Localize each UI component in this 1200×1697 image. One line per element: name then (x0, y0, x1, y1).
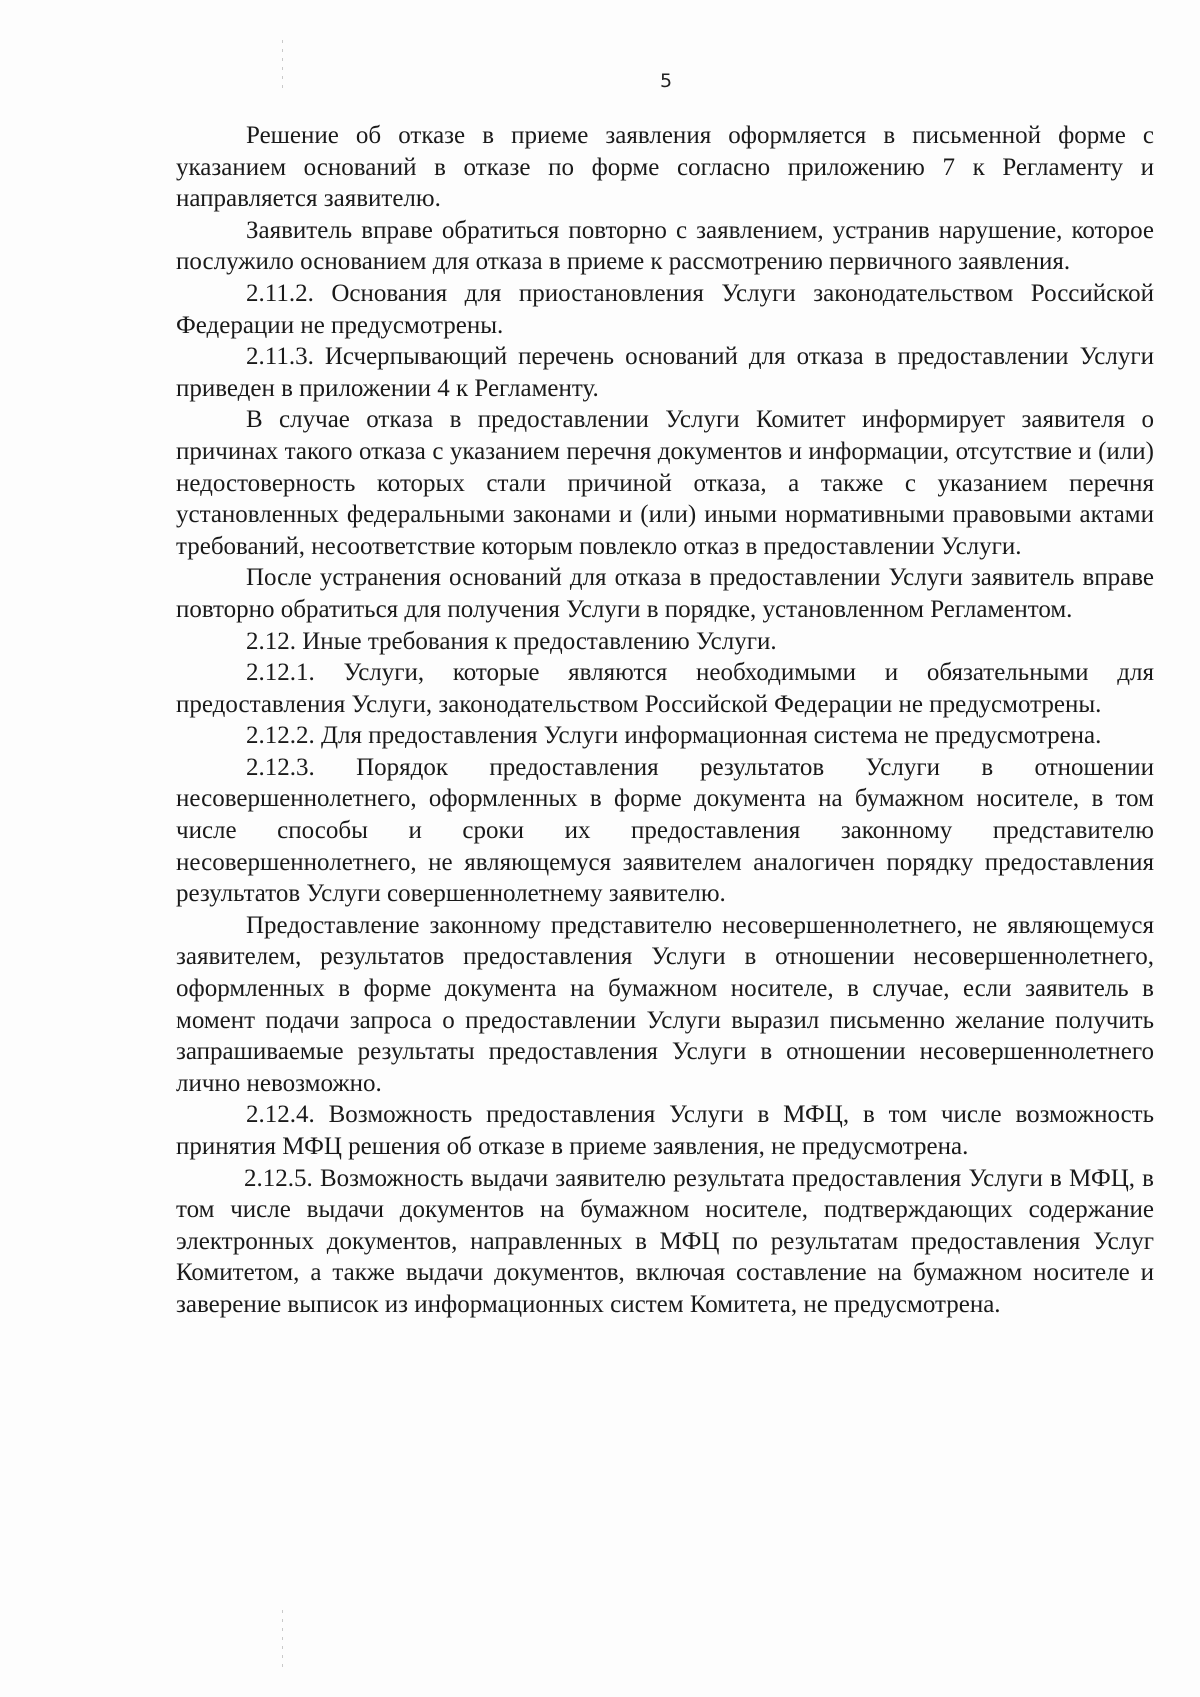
paragraph-after-elimination: После устранения оснований для отказа в предоставлении Услуги заявитель вправе повторно обратиться для получения Услуги в порядке, установленном Регламентом. (176, 564, 1154, 623)
paragraph-2-11-2: 2.11.2. Основания для приостановления Услуги законодательством Российской Федерации не предусмотрены. (176, 279, 1154, 339)
paragraph-2-12-1: 2.12.1. Услуги, которые являются необходимыми и обязательными для предоставления Услуги, законодательством Российской Федерации не предусмотрены. (176, 659, 1154, 718)
paragraph-2-12-5: 2.12.5. Возможность выдачи заявителю результата предоставления Услуги в МФЦ, в том числе выдачи документов на бумажном носителе, подтверждающих содержание электронных документов, направленных в МФЦ по результатам предоставления Услуг Комитетом, а также выдачи документов, включая составление на бумажном носителе и заверение выписок из информационных систем Комитета, не предусмотрена. (176, 1164, 1154, 1318)
paragraph-2-12-2: 2.12.2. Для предоставления Услуги информационная система не предусмотрена. (246, 722, 1102, 750)
paragraph-reapply-right: Заявитель вправе обратиться повторно с заявлением, устранив нарушение, которое послужило основанием для отказа в приеме к рассмотрению первичного заявления. (176, 216, 1154, 276)
paragraph-refusal-decision: Решение об отказе в приеме заявления оформляется в письменной форме с указанием оснований в отказе по форме согласно приложению 7 к Регламенту и направляется заявителю. (176, 122, 1154, 213)
paragraph-2-11-3: 2.11.3. Исчерпывающий перечень оснований для отказа в предоставлении Услуги приведен в приложении 4 к Регламенту. (176, 343, 1154, 402)
paragraph-2-12: 2.12. Иные требования к предоставлению Услуги. (246, 627, 777, 655)
paragraph-2-12-4: 2.12.4. Возможность предоставления Услуги в МФЦ, в том числе возможность принятия МФЦ решения об отказе в приеме заявления, не предусмотрена. (176, 1101, 1154, 1160)
page-number: 5 (659, 70, 673, 92)
paragraph-representative-provision: Предоставление законному представителю несовершеннолетнего, не являющемуся заявителем, результатов предоставления Услуги в отношении несовершеннолетнего, оформленных в форме документа на бумажном носителе, в случае, если заявитель в момент подачи запроса о предоставлении Услуги выразил письменно желание получить запрашиваемые результаты предоставления Услуги в отношении несовершеннолетнего лично невозможно. (176, 911, 1154, 1097)
document-body (176, 120, 1154, 1321)
scan-artifact-bottom (282, 1610, 283, 1670)
paragraph-2-12-3: 2.12.3. Порядок предоставления результатов Услуги в отношении несовершеннолетнего, оформленных в форме документа на бумажном носителе, в том числе способы и сроки их предоставления законному представителю несовершеннолетнего, не являющемуся заявителем аналогичен порядку предоставления результатов Услуги совершеннолетнему заявителю. (176, 753, 1154, 908)
paragraph-refusal-information: В случае отказа в предоставлении Услуги Комитет информирует заявителя о причинах такого отказа с указанием перечня документов и информации, отсутствие и (или) недостоверность которых стали причиной отказа, а также с указанием перечня установленных федеральными законами и (или) иными нормативными правовыми актами требований, несоответствие которым повлекло отказ в предоставлении Услуги. (176, 406, 1154, 560)
